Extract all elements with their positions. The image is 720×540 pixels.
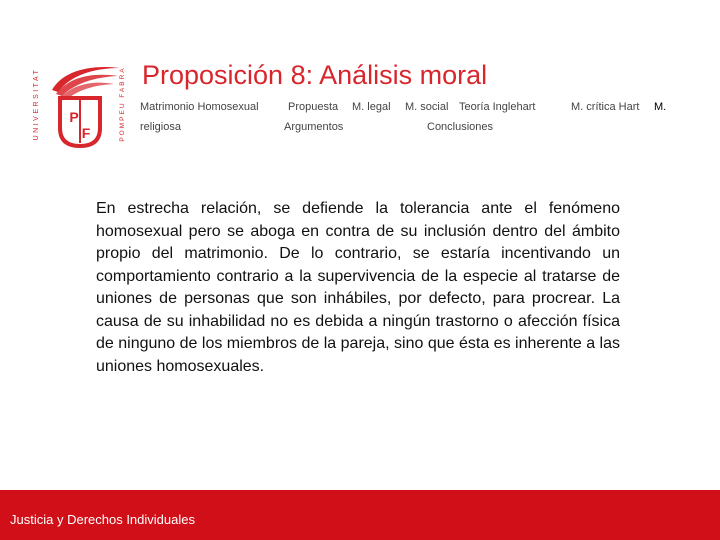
nav-item-religiosa[interactable]: religiosa	[140, 121, 181, 133]
nav-item-argumentos[interactable]: Argumentos	[284, 121, 344, 133]
nav-item-teoria-inglehart[interactable]: Teoría Inglehart	[459, 101, 536, 113]
nav-item-m[interactable]: M.	[654, 101, 667, 113]
section-navigation	[140, 101, 700, 141]
nav-item-propuesta[interactable]: Propuesta	[288, 101, 339, 113]
slide-title: Proposición 8: Análisis moral	[142, 60, 488, 90]
university-logo	[30, 58, 130, 150]
svg-text:P: P	[69, 109, 79, 125]
nav-item-conclusiones[interactable]: Conclusiones	[427, 121, 494, 133]
footer-label: Justicia y Derechos Individuales	[10, 512, 195, 527]
logo-right-text: POMPEU FABRA	[119, 66, 126, 142]
nav-item-m-social[interactable]: M. social	[405, 101, 449, 113]
upf-logo-icon	[30, 58, 130, 150]
nav-item-matrimonio-homosexual[interactable]: Matrimonio Homosexual	[140, 101, 259, 113]
body-paragraph: En estrecha relación, se defiende la tolerancia ante el fenómeno homosexual pero se aboga en contra de su inclusión dentro del ámbito propio del matrimonio. De lo contrario, se estaría incentivando un comportamiento contrario a la supervivencia de la especie al tratarse de uniones de personas que son inhábiles, por defecto, para procrear. La causa de su inhabilidad no es debida a ningún trastorno o afección física de ninguno de los miembros de la pareja, sino que ésta es inherente a las uniones homosexuales.	[96, 200, 620, 375]
svg-text:F: F	[81, 125, 91, 141]
nav-item-m-legal[interactable]: M. legal	[352, 101, 391, 113]
nav-item-m-critica-hart[interactable]: M. crítica Hart	[571, 101, 640, 113]
footer-bar	[0, 490, 720, 540]
logo-left-text: UNIVERSITAT	[33, 67, 40, 141]
